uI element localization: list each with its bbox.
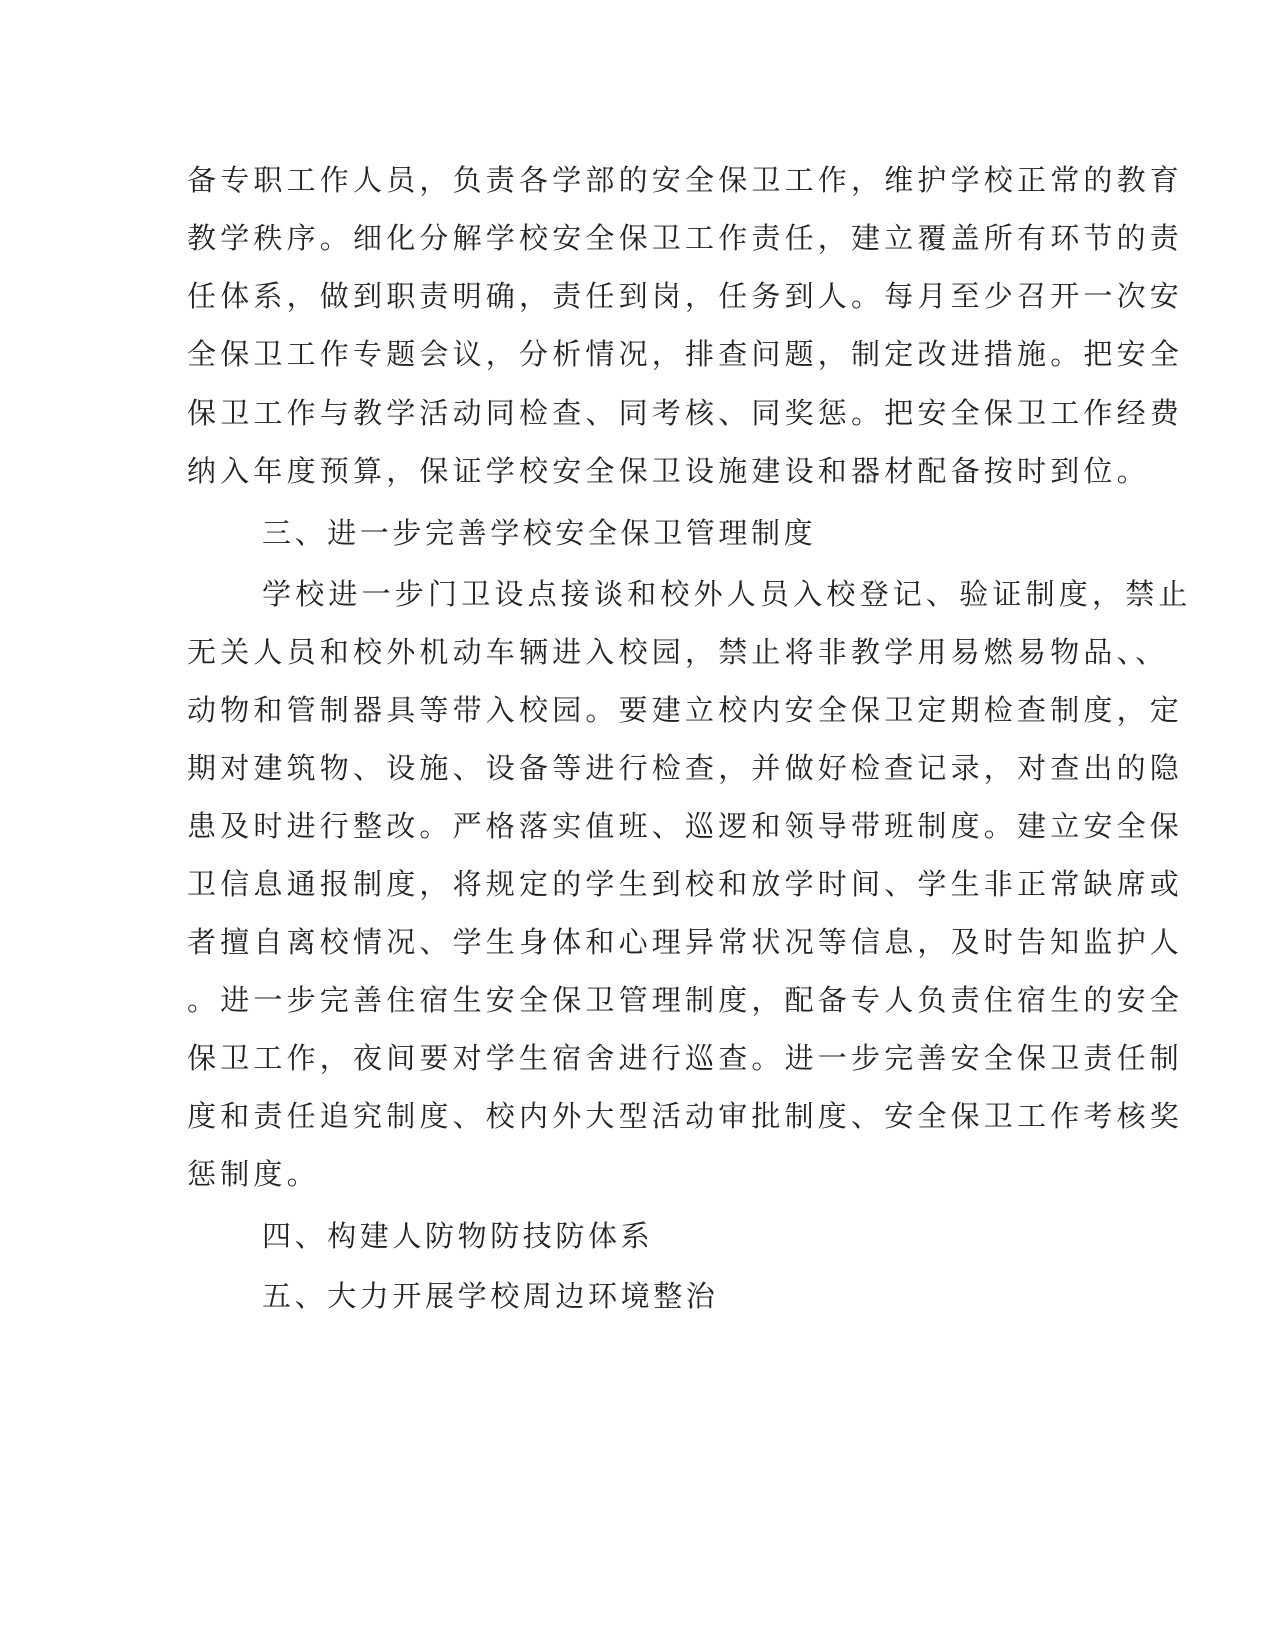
section-heading-4: 四、构建人防物防技防体系 (262, 1219, 654, 1253)
paragraph-line: 纳入年度预算，保证学校安全保卫设施建设和器材配备按时到位。 (187, 454, 1150, 488)
paragraph-line: 患及时进行整改。严格落实值班、巡逻和领导带班制度。建立安全保 (187, 809, 1184, 843)
paragraph-line: 保卫工作与教学活动同检查、同考核、同奖惩。把安全保卫工作经费 (187, 396, 1184, 430)
paragraph-line: 期对建筑物、设施、设备等进行检查，并做好检查记录，对查出的隐 (187, 751, 1184, 785)
paragraph-line: 。进一步完善住宿生安全保卫管理制度，配备专人负责住宿生的安全 (187, 983, 1184, 1017)
paragraph-line: 度和责任追究制度、校内外大型活动审批制度、安全保卫工作考核奖 (187, 1099, 1184, 1133)
section-heading-3: 三、进一步完善学校安全保卫管理制度 (262, 516, 817, 550)
paragraph-line: 无关人员和校外机动车辆进入校园，禁止将非教学用易燃易物品、、 (187, 635, 1169, 669)
paragraph-line: 卫信息通报制度，将规定的学生到校和放学时间、学生非正常缺席或 (187, 867, 1184, 901)
paragraph-line: 保卫工作，夜间要对学生宿舍进行巡查。进一步完善安全保卫责任制 (187, 1041, 1184, 1075)
section-heading-5: 五、大力开展学校周边环境整治 (262, 1279, 719, 1313)
paragraph-line: 动物和管制器具等带入校园。要建立校内安全保卫定期检查制度，定 (187, 693, 1184, 727)
paragraph-line: 任体系，做到职责明确，责任到岗，任务到人。每月至少召开一次安 (187, 279, 1184, 313)
paragraph-line: 者擅自离校情况、学生身体和心理异常状况等信息，及时告知监护人 (187, 925, 1184, 959)
paragraph-line: 教学秩序。细化分解学校安全保卫工作责任，建立覆盖所有环节的责 (187, 221, 1184, 255)
paragraph-line: 惩制度。 (187, 1157, 320, 1191)
paragraph-line: 学校进一步门卫设点接谈和校外人员入校登记、验证制度，禁止 (262, 577, 1192, 611)
paragraph-line: 备专职工作人员，负责各学部的安全保卫工作，维护学校正常的教育 (187, 163, 1184, 197)
paragraph-line: 全保卫工作专题会议，分析情况，排查问题，制定改进措施。把安全 (187, 337, 1184, 371)
